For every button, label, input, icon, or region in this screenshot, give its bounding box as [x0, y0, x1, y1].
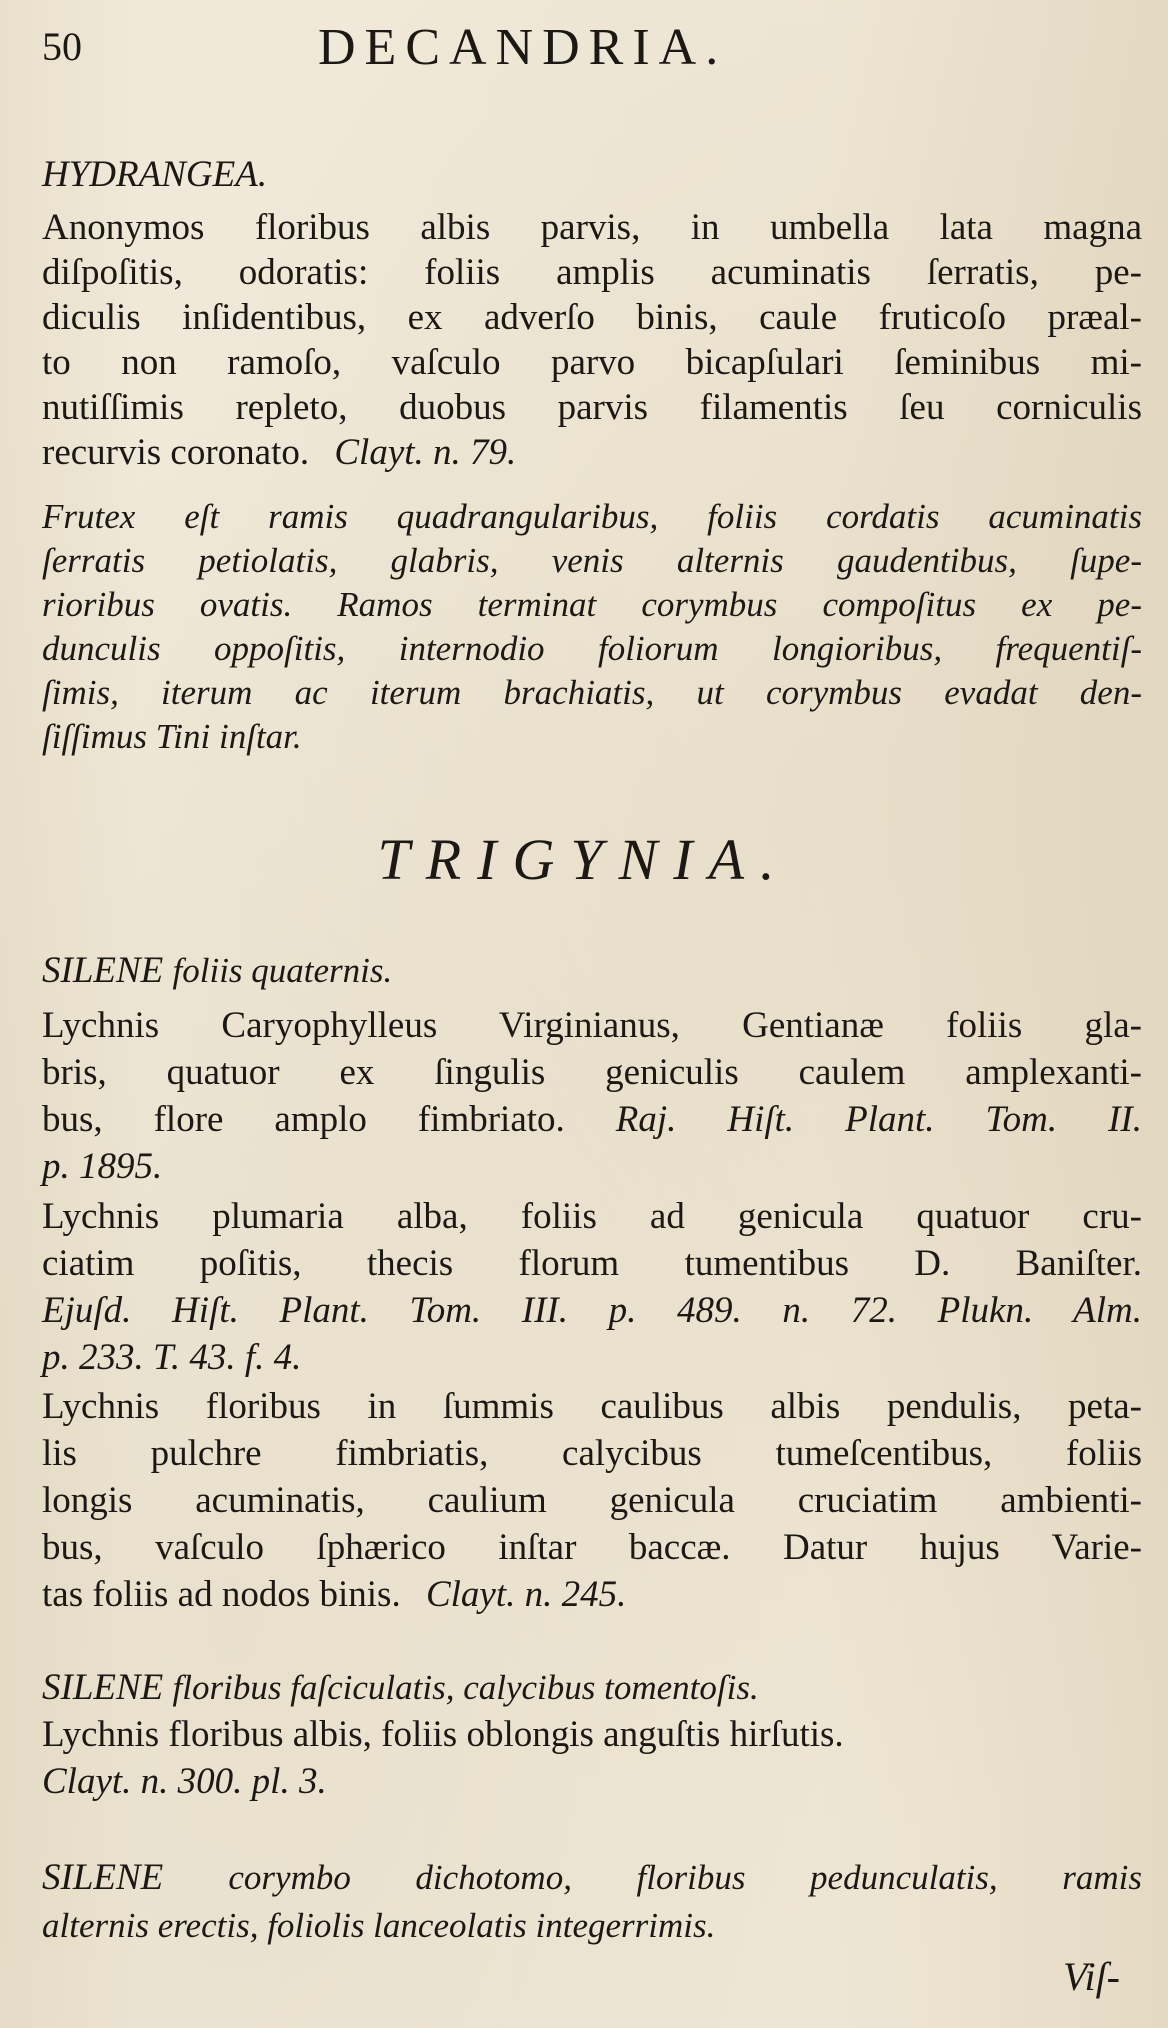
- catchword: Viſ-: [1062, 1954, 1120, 1999]
- running-title: DECANDRIA.: [318, 19, 728, 76]
- silene-1-line-13: [42, 1572, 1142, 1617]
- section-title: TRIGYNIA.: [377, 827, 791, 892]
- silene-1-line-1: Lychnis Caryophylleus Virginianus, Gentianæ foliis gla-: [42, 1005, 1142, 1046]
- hydrangea-desc-text: recurvis coronato.: [42, 432, 310, 473]
- silene-1-line-10: lis pulchre fimbriatis, calycibus tumeſcentibus, foliis: [42, 1433, 1142, 1474]
- silene-1-citation-raj: Raj. Hiſt. Plant. Tom. II.: [615, 1099, 1142, 1140]
- silene-1-line-5: Lychnis plumaria alba, foliis ad genicula quatuor cru-: [42, 1196, 1142, 1237]
- silene-3-diagnosis-1: corymbo dichotomo, floribus pedunculatis, ramis: [228, 1858, 1142, 1897]
- silene-1-genus: SILENE: [42, 950, 164, 991]
- hydrangea-note-line-2: ſerratis petiolatis, glabris, venis alternis gaudentibus, ſupe-: [42, 541, 1142, 580]
- silene-3-diagnosis-2: alternis erectis, foliolis lanceolatis integerrimis.: [42, 1906, 716, 1945]
- silene-1-citation-clayt: Clayt. n. 245.: [425, 1574, 627, 1615]
- hydrangea-note-line-3: rioribus ovatis. Ramos terminat corymbus compoſitus ex pe-: [42, 585, 1142, 624]
- hydrangea-desc-line-5: nutiſſimis repleto, duobus parvis filamentis ſeu corniculis: [42, 387, 1142, 428]
- silene-1-line-3: [42, 1097, 1142, 1142]
- silene-3-heading: [42, 1855, 1142, 1900]
- silene-2-genus: SILENE: [42, 1667, 164, 1708]
- silene-1-line-4: p. 1895.: [42, 1146, 163, 1187]
- silene-1-diagnosis: foliis quaternis.: [172, 951, 393, 990]
- hydrangea-desc-line-2: diſpoſitis, odoratis: foliis amplis acuminatis ſerratis, pe-: [42, 252, 1142, 293]
- hydrangea-desc-line-1: Anonymos floribus albis parvis, in umbella lata magna: [42, 207, 1142, 248]
- page-number: 50: [42, 24, 82, 69]
- silene-1-line-11: longis acuminatis, caulium genicula cruciatim ambienti-: [42, 1480, 1142, 1521]
- silene-3-genus: SILENE: [42, 1857, 164, 1898]
- silene-1-line-2: bris, quatuor ex ſingulis geniculis caulem amplexanti-: [42, 1052, 1142, 1093]
- hydrangea-desc-line-6: [42, 430, 1142, 475]
- hydrangea-heading: HYDRANGEA.: [42, 154, 268, 195]
- hydrangea-desc-line-3: diculis inſidentibus, ex adverſo binis, caule fruticoſo præal-: [42, 297, 1142, 338]
- silene-2-diagnosis: floribus faſciculatis, calycibus tomentoſis.: [172, 1668, 759, 1707]
- hydrangea-note-line-6: ſiſſimus Tini inſtar.: [42, 717, 302, 756]
- silene-1-line-7: Ejuſd. Hiſt. Plant. Tom. III. p. 489. n. 72. Plukn. Alm.: [42, 1290, 1142, 1331]
- hydrangea-note-line-5: ſimis, iterum ac iterum brachiatis, ut corymbus evadat den-: [42, 673, 1142, 712]
- silene-2-line-1: Lychnis floribus albis, foliis oblongis anguſtis hirſutis.: [42, 1714, 844, 1755]
- silene-1-heading: [42, 948, 1142, 993]
- silene-1-line-3-text: bus, flore amplo fimbriato.: [42, 1099, 565, 1140]
- hydrangea-note-line-1: Frutex eſt ramis quadrangularibus, foliis cordatis acuminatis: [42, 497, 1142, 536]
- hydrangea-desc-line-4: to non ramoſo, vaſculo parvo bicapſulari ſeminibus mi-: [42, 342, 1142, 383]
- silene-1-line-13-text: tas foliis ad nodos binis.: [42, 1574, 401, 1615]
- silene-1-line-6: ciatim poſitis, thecis florum tumentibus D. Baniſter.: [42, 1243, 1142, 1284]
- silene-1-line-8: p. 233. T. 43. f. 4.: [42, 1337, 302, 1378]
- silene-1-line-9: Lychnis floribus in ſummis caulibus albis pendulis, peta-: [42, 1386, 1142, 1427]
- silene-2-heading: [42, 1665, 1142, 1710]
- hydrangea-note-line-4: dunculis oppoſitis, internodio foliorum longioribus, frequentiſ-: [42, 629, 1142, 668]
- hydrangea-citation: Clayt. n. 79.: [334, 432, 517, 473]
- silene-2-citation: Clayt. n. 300. pl. 3.: [42, 1761, 327, 1802]
- silene-1-line-12: bus, vaſculo ſphærico inſtar baccæ. Datur hujus Varie-: [42, 1527, 1142, 1568]
